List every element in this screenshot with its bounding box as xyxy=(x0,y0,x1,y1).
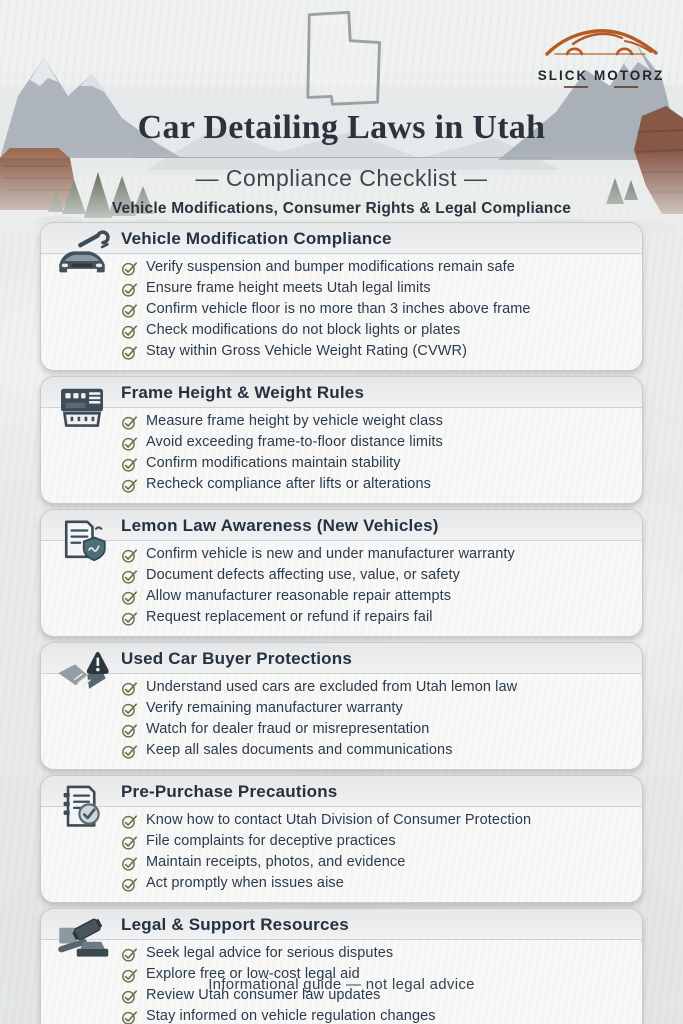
check-icon xyxy=(121,302,138,319)
checklist-item xyxy=(121,413,626,431)
page-title: Car Detailing Laws in Utah xyxy=(137,109,546,146)
brand-name: SLICK MOTORZ xyxy=(537,68,665,83)
check-icon xyxy=(121,323,138,340)
card-header xyxy=(41,223,642,254)
item-text: Know how to contact Utah Division of Consumer Protection xyxy=(146,812,532,829)
check-icon xyxy=(121,680,138,697)
card-title: Used Car Buyer Protections xyxy=(121,649,352,669)
check-icon xyxy=(121,281,138,298)
checklist-item xyxy=(121,854,626,872)
clipboard-check-icon xyxy=(54,782,110,832)
check-icon xyxy=(121,946,138,963)
checklist-item xyxy=(121,721,626,739)
weight-panel-icon xyxy=(54,383,110,433)
document-shield-icon xyxy=(54,516,110,566)
item-text: Stay within Gross Vehicle Weight Rating (CVWR) xyxy=(146,343,468,360)
item-text: Verify suspension and bumper modifications remain safe xyxy=(146,259,515,276)
check-icon xyxy=(121,813,138,830)
gavel-icon xyxy=(54,915,110,965)
item-text: Ensure frame height meets Utah legal limits xyxy=(146,280,431,297)
checklist xyxy=(41,807,642,902)
card-header xyxy=(41,909,642,940)
section-icon xyxy=(52,228,112,280)
check-icon xyxy=(121,260,138,277)
brand-underline xyxy=(535,86,667,88)
item-text: File complaints for deceptive practices xyxy=(146,833,396,850)
item-text: Explore free or low-cost legal aid xyxy=(146,966,360,983)
item-text: Request replacement or refund if repairs fail xyxy=(146,609,433,626)
checklist-item xyxy=(121,455,626,473)
check-icon xyxy=(121,477,138,494)
check-icon xyxy=(121,456,138,473)
checklist-item xyxy=(121,322,626,340)
checklist-item xyxy=(121,343,626,361)
item-text: Keep all sales documents and communications xyxy=(146,742,453,759)
checklist-item xyxy=(121,546,626,564)
checklist-item xyxy=(121,700,626,718)
item-text: Verify remaining manufacturer warranty xyxy=(146,700,403,717)
utah-outline-icon xyxy=(298,8,386,108)
card-title: Lemon Law Awareness (New Vehicles) xyxy=(121,516,439,536)
checklist-item xyxy=(121,1008,626,1024)
subtitle: — Compliance Checklist — xyxy=(195,164,488,191)
item-text: Check modifications do not block lights or plates xyxy=(146,322,461,339)
checklist xyxy=(41,541,642,636)
checklist-item xyxy=(121,609,626,627)
checklist xyxy=(41,408,642,503)
check-icon xyxy=(121,435,138,452)
check-icon xyxy=(121,610,138,627)
check-icon xyxy=(121,855,138,872)
check-icon xyxy=(121,743,138,760)
check-icon xyxy=(121,834,138,851)
item-text: Confirm modifications maintain stability xyxy=(146,455,401,472)
item-text: Allow manufacturer reasonable repair attempts xyxy=(146,588,452,605)
check-icon xyxy=(121,589,138,606)
item-text: Maintain receipts, photos, and evidence xyxy=(146,854,406,871)
checklist-item xyxy=(121,679,626,697)
section-card xyxy=(40,642,643,770)
handshake-warning-icon xyxy=(54,649,110,699)
item-text: Watch for dealer fraud or misrepresentation xyxy=(146,721,430,738)
check-icon xyxy=(121,414,138,431)
section-card xyxy=(40,908,643,1024)
item-text: Confirm vehicle floor is no more than 3 inches above frame xyxy=(146,301,531,318)
checklist-item xyxy=(121,259,626,277)
item-text: Document defects affecting use, value, or safety xyxy=(146,567,461,584)
card-title: Vehicle Modification Compliance xyxy=(121,229,392,248)
checklist-item xyxy=(121,301,626,319)
section-icon xyxy=(52,648,112,700)
item-text: Review Utah consumer law updates xyxy=(146,987,381,1004)
item-text: Understand used cars are excluded from Utah lemon law xyxy=(146,679,518,696)
checklist-item xyxy=(121,476,626,494)
checklist-item xyxy=(121,742,626,760)
section-card xyxy=(40,222,643,371)
section-icon xyxy=(52,382,112,434)
cards xyxy=(40,222,643,1024)
check-icon xyxy=(121,1009,138,1024)
card-header xyxy=(41,377,642,408)
checklist-item xyxy=(121,945,626,963)
card-title: Legal & Support Resources xyxy=(121,915,349,935)
section-icon xyxy=(52,781,112,833)
checklist-item xyxy=(121,434,626,452)
item-text: Confirm vehicle is new and under manufacturer warranty xyxy=(146,546,515,563)
checklist-item xyxy=(121,588,626,606)
checklist-item xyxy=(121,875,626,893)
item-text: Measure frame height by vehicle weight class xyxy=(146,413,443,430)
check-icon xyxy=(121,547,138,564)
checklist-item xyxy=(121,833,626,851)
section-icon xyxy=(52,914,112,966)
checklist xyxy=(41,254,642,370)
item-text: Stay informed on vehicle regulation changes xyxy=(146,1008,436,1024)
check-icon xyxy=(121,344,138,361)
checklist-item xyxy=(121,280,626,298)
checklist xyxy=(41,674,642,769)
section-card xyxy=(40,775,643,903)
section-icon xyxy=(52,515,112,567)
section-card xyxy=(40,509,643,637)
item-text: Seek legal advice for serious disputes xyxy=(146,945,394,962)
section-card xyxy=(40,376,643,504)
card-title: Pre-Purchase Precautions xyxy=(121,782,338,802)
checklist-item xyxy=(121,812,626,830)
car-wrench-icon xyxy=(54,229,110,279)
tagline: Vehicle Modifications, Consumer Rights & Legal Compliance xyxy=(111,199,572,217)
item-text: Recheck compliance after lifts or alterations xyxy=(146,476,431,493)
item-text: Act promptly when issues aise xyxy=(146,875,344,892)
checklist-item xyxy=(121,567,626,585)
brand-logo xyxy=(535,22,667,88)
card-header xyxy=(41,776,642,807)
check-icon xyxy=(121,701,138,718)
card-title: Frame Height & Weight Rules xyxy=(121,383,365,403)
car-logo-icon xyxy=(540,22,662,62)
title-divider xyxy=(132,157,552,158)
check-icon xyxy=(121,876,138,893)
item-text: Avoid exceeding frame-to-floor distance limits xyxy=(146,434,443,451)
footer-note: Informational guide — not legal advice xyxy=(208,976,475,993)
card-header xyxy=(41,510,642,541)
card-header xyxy=(41,643,642,674)
check-icon xyxy=(121,568,138,585)
check-icon xyxy=(121,722,138,739)
header xyxy=(0,110,683,218)
